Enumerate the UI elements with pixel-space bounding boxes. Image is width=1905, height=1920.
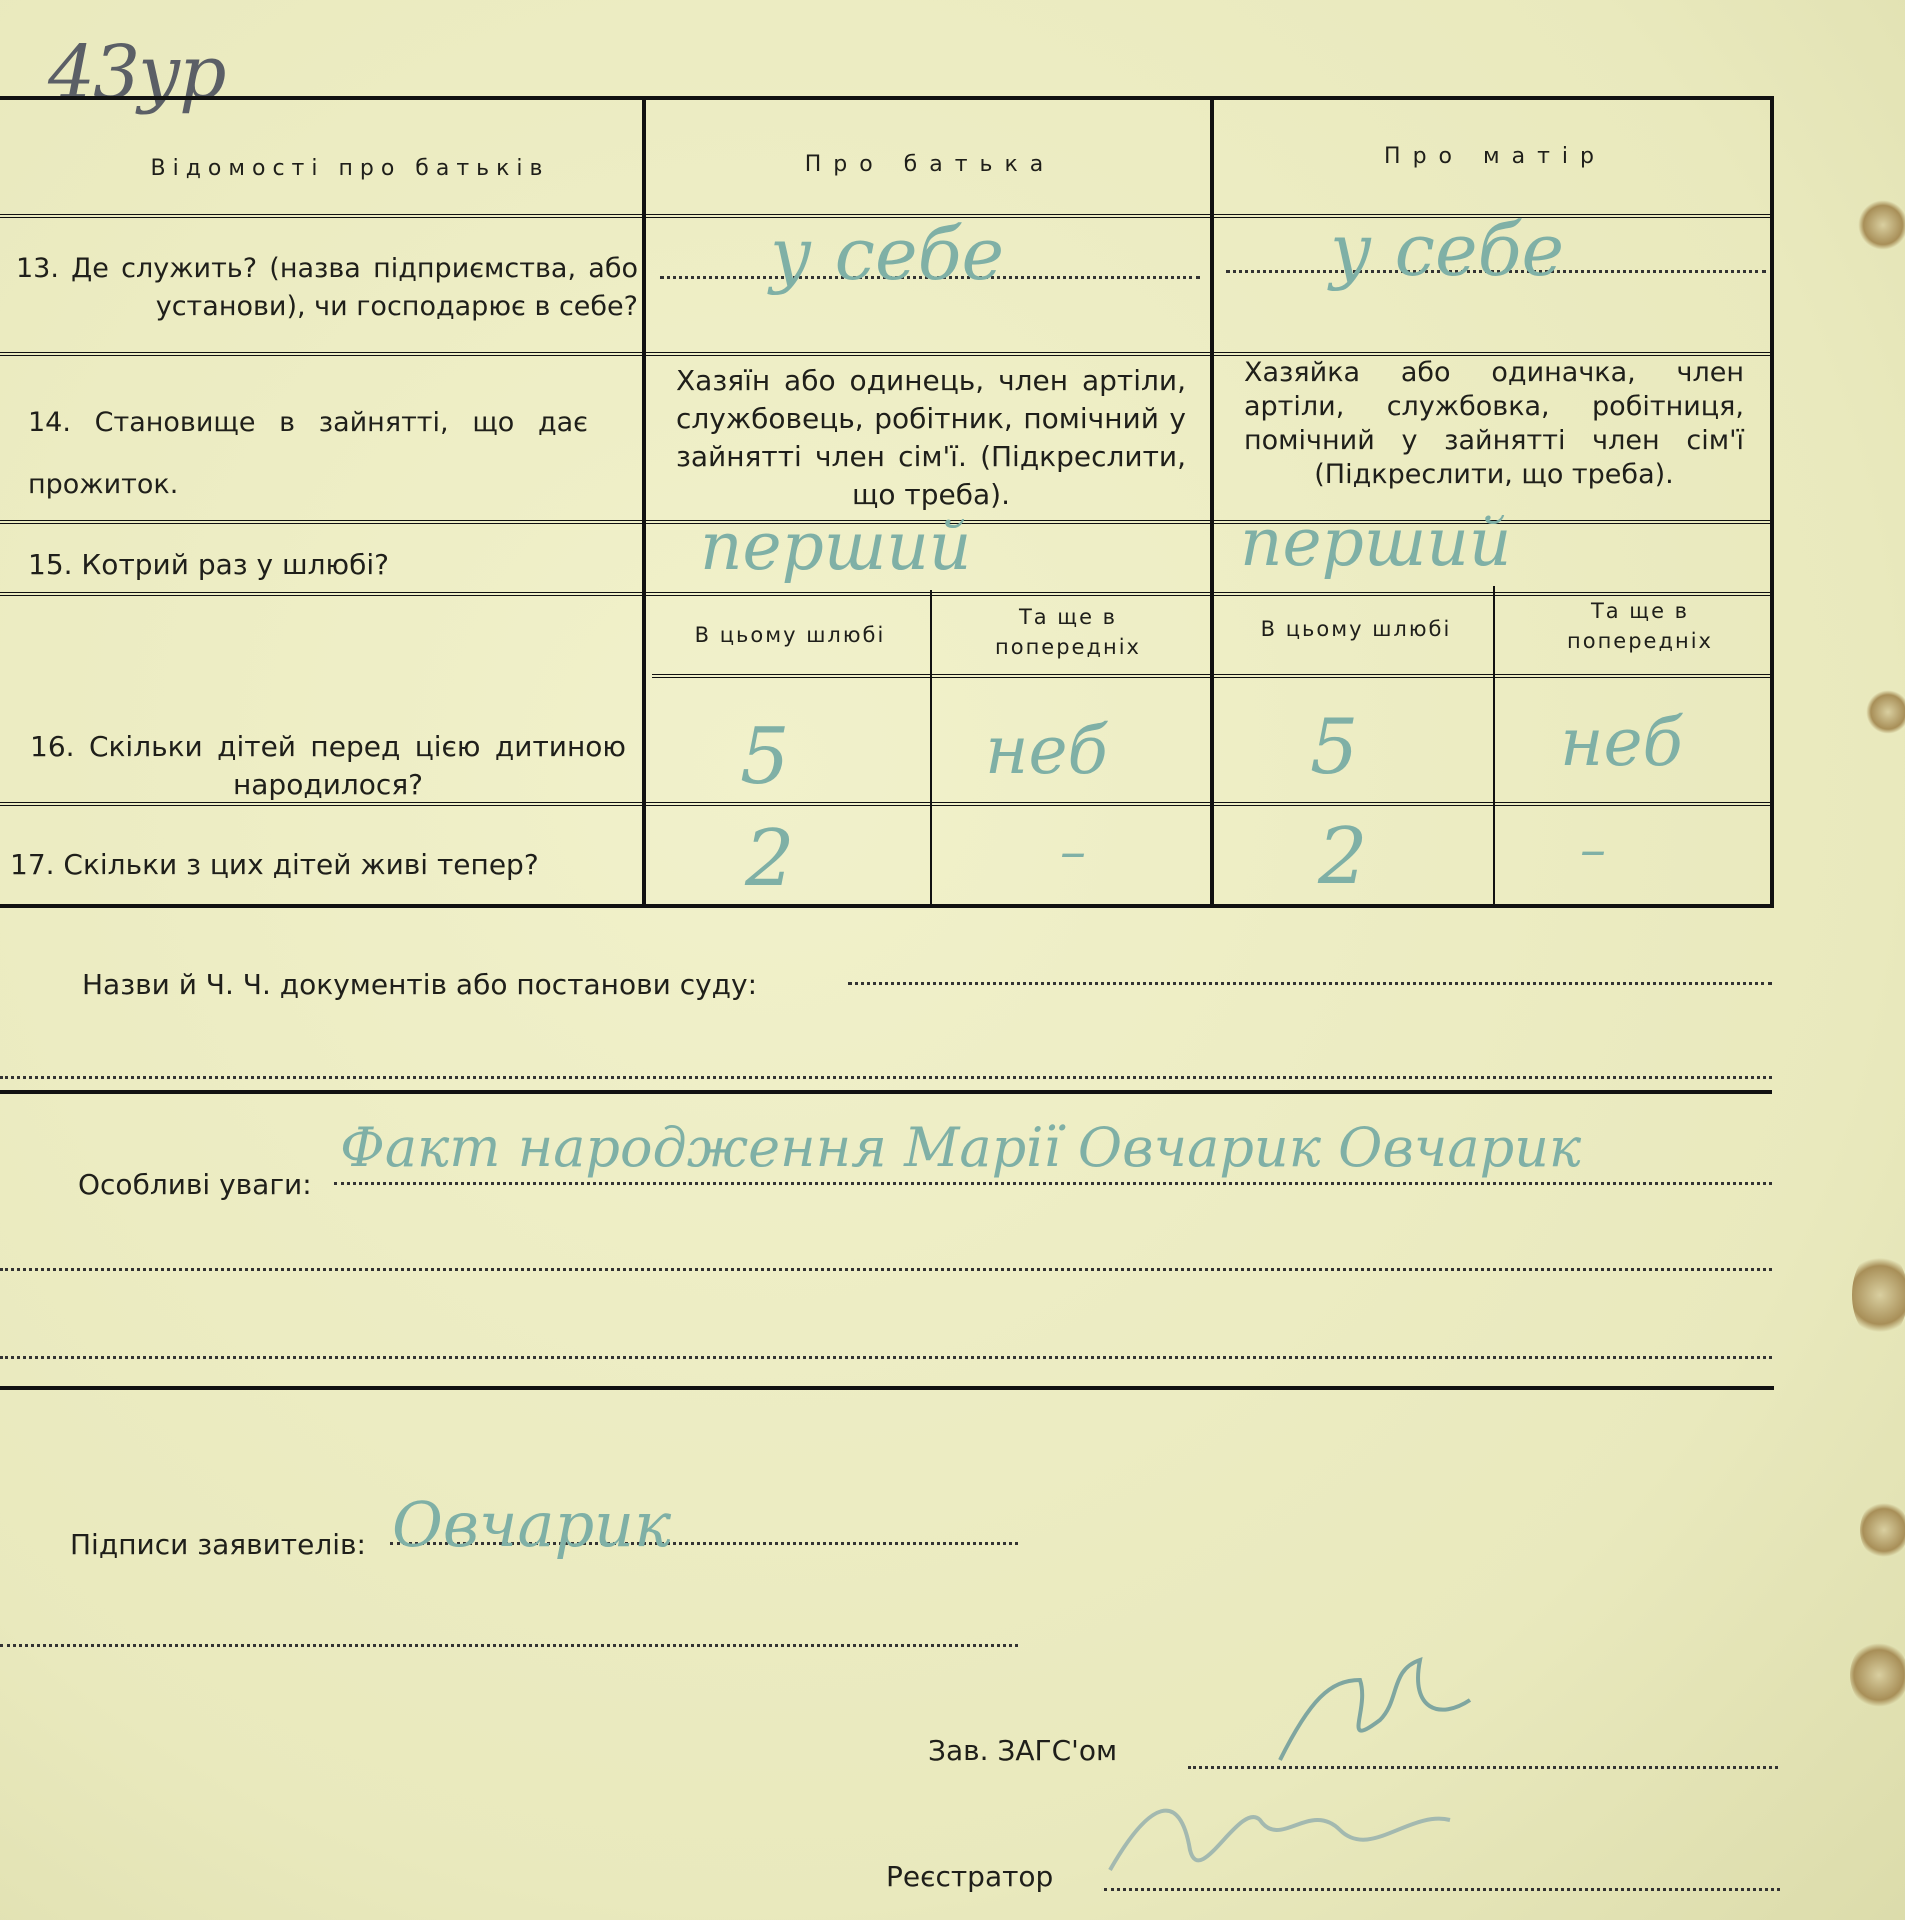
documents-line-1 xyxy=(848,982,1772,985)
question-15: 15. Котрий раз у шлюбі? xyxy=(28,548,390,581)
documents-line-2 xyxy=(0,1076,1772,1079)
notes-line-2 xyxy=(0,1268,1772,1271)
notes-line-3 xyxy=(0,1356,1772,1359)
question-16: 16. Скільки дітей перед цією дитиною народилося? xyxy=(30,730,626,801)
applicants-signature-line-2 xyxy=(0,1644,1018,1647)
question-13: 13. Де служить? (назва підприємства, або установи), чи господарює в себе? xyxy=(16,253,638,322)
documents-label: Назви й Ч. Ч. документів або постанови суду: xyxy=(82,968,758,1001)
father-children-alive-this: 2 xyxy=(745,814,795,904)
paper-damage xyxy=(1858,200,1905,250)
paper-damage xyxy=(1852,1250,1905,1340)
paper-damage xyxy=(1850,1640,1905,1710)
applicants-signature-label: Підписи заявителів: xyxy=(70,1528,366,1561)
applicants-signature-handwritten: Овчарик xyxy=(392,1488,672,1561)
mother-children-alive-this: 2 xyxy=(1318,812,1368,902)
mother-workplace-handwritten: у себе xyxy=(1330,208,1565,292)
mother-children-this: 5 xyxy=(1310,702,1359,791)
page-mark: 43ур xyxy=(48,30,225,116)
section-divider-1 xyxy=(0,1090,1772,1094)
header-parents-info: Відомості про батьків xyxy=(150,156,550,181)
notes-label: Особливі уваги: xyxy=(78,1168,312,1201)
father-children-this: 5 xyxy=(740,712,790,802)
header-mother: Про матір xyxy=(1384,144,1606,169)
notes-handwritten: Факт народження Марії Овчарик Овчарик xyxy=(340,1116,1582,1179)
applicants-signature-line xyxy=(390,1542,1018,1545)
mother-occupation-options: Хазяйка або одиначка, член артіли, службовка, робітниця, помічний у зайнятті член сім'ї (Підкреслити, що треба). xyxy=(1244,357,1744,490)
subheader-this-marriage-father: В цьому шлюбі xyxy=(694,623,886,647)
subheader-previous-mother: Та ще в попередніх xyxy=(1567,599,1713,653)
mother-children-alive-prev: – xyxy=(1580,820,1606,880)
subheader-previous-father: Та ще в попередніх xyxy=(995,605,1141,659)
mother-children-prev: неб xyxy=(1560,704,1683,781)
registrar-label: Реєстратор xyxy=(886,1860,1054,1893)
father-children-prev: неб xyxy=(985,712,1108,789)
question-17: 17. Скільки з цих дітей живі тепер? xyxy=(10,848,539,881)
subheader-this-marriage-mother: В цьому шлюбі xyxy=(1260,617,1452,641)
father-occupation-options: Хазяїн або одинець, член артіли, службовець, робітник, помічний у зайнятті член сім'ї. (Підкреслити, що треба). xyxy=(676,364,1186,511)
father-children-alive-prev: – xyxy=(1060,822,1086,882)
section-divider-2 xyxy=(0,1386,1774,1390)
father-workplace-handwritten: у себе xyxy=(770,212,1005,296)
father-marriage-count-handwritten: перший xyxy=(700,508,972,585)
notes-line-1 xyxy=(334,1182,1772,1185)
header-father: Про батька xyxy=(804,152,1056,177)
paper-damage xyxy=(1866,690,1905,734)
paper-damage xyxy=(1860,1500,1905,1560)
mother-marriage-count-handwritten: перший xyxy=(1240,504,1512,581)
question-14: 14. Становище в зайнятті, що дає прожиток. xyxy=(28,407,588,500)
zags-head-label: Зав. ЗАГС'ом xyxy=(928,1734,1118,1767)
parents-info-table xyxy=(0,96,1774,908)
registrar-signature-mark xyxy=(1090,1760,1510,1910)
